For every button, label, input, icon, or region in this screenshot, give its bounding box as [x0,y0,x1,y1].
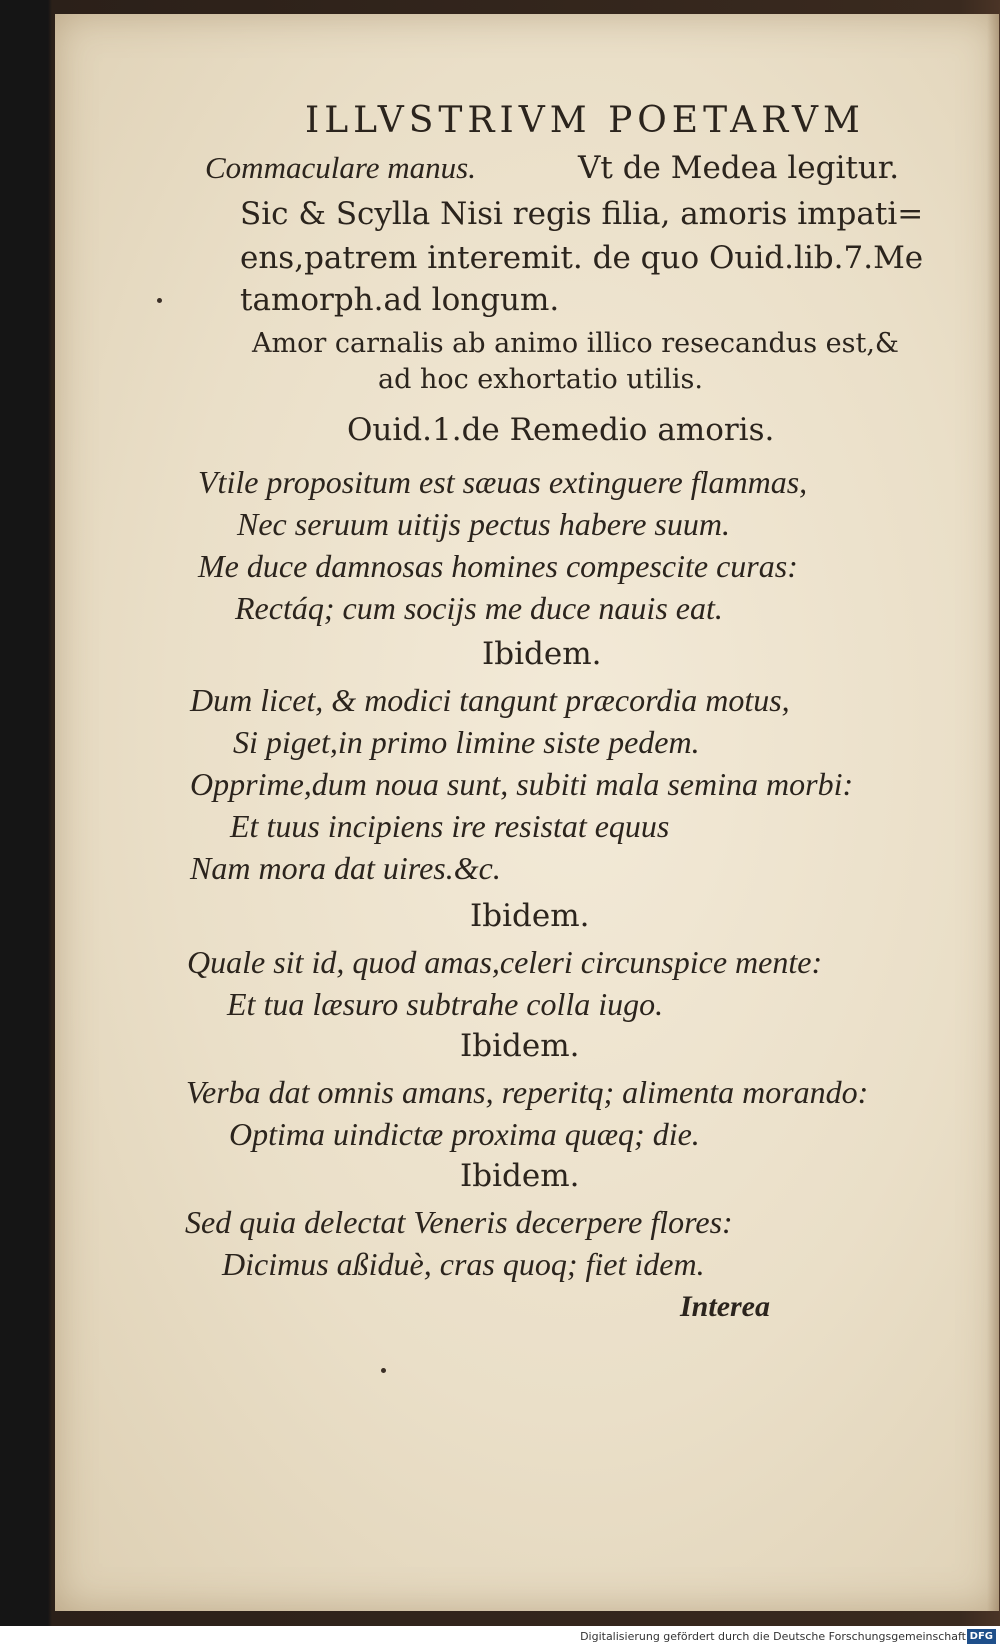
stanza4-line-1: Verba dat omnis amans, reperitq; alimenta morando: [186,1074,869,1110]
stanza2-line-2: Si piget,in primo limine siste pedem. [233,724,700,760]
intro-line-1-right: Vt de Medea legitur. [578,150,900,186]
page-edge-shadow [987,14,999,1611]
digitization-footer [0,1626,1000,1648]
catchword: Interea [680,1290,770,1323]
stanza2-line-5: Nam mora dat uires.&c. [190,850,501,886]
stanza3-line-1: Quale sit id, quod amas,celeri circunspice mente: [187,944,823,980]
stanza2-line-3: Opprime,dum noua sunt, subiti mala semina morbi: [190,766,854,802]
summary-line-1: Amor carnalis ab animo illico resecandus est,& [252,328,899,359]
intro-line-3: ens,patrem interemit. de quo Ouid.lib.7.Me [240,240,924,276]
margin-dot [157,298,162,303]
running-head: ILLVSTRIVM POETARVM [305,100,865,141]
stanza4-line-2: Optima uindictæ proxima quæq; die. [229,1116,700,1152]
ibidem-heading-4: Ibidem. [460,1158,580,1194]
stanza5-line-2: Dicimus aßiduè, cras quoq; fiet idem. [222,1246,705,1282]
dfg-logo: DFG [967,1629,996,1644]
intro-line-2: Sic & Scylla Nisi regis filia, amoris impati= [240,196,924,232]
stanza2-line-4: Et tuus incipiens ire resistat equus [230,808,670,844]
stanza2-line-1: Dum licet, & modici tangunt præcordia motus, [190,682,790,718]
stanza1-line-3: Me duce damnosas homines compescite curas: [198,548,798,584]
book-page [55,14,999,1611]
stanza3-line-2: Et tua læsuro subtrahe colla iugo. [227,986,664,1022]
stanza1-line-2: Nec seruum uitijs pectus habere suum. [237,506,730,542]
intro-line-4: tamorph.ad longum. [240,282,560,318]
stanza5-line-1: Sed quia delectat Veneris decerpere flores: [185,1204,733,1240]
stanza1-line-1: Vtile propositum est sæuas extinguere flammas, [198,464,808,500]
ibidem-heading-1: Ibidem. [482,636,602,672]
funding-notice: Digitalisierung gefördert durch die Deutsche Forschungsgemeinschaft [580,1630,966,1643]
ibidem-heading-3: Ibidem. [460,1028,580,1064]
intro-line-1-left: Commaculare manus. [205,150,476,185]
summary-line-2: ad hoc exhortatio utilis. [378,364,703,395]
margin-dot [381,1368,386,1373]
source-heading: Ouid.1.de Remedio amoris. [347,412,775,448]
stanza1-line-4: Rectáq; cum socijs me duce nauis eat. [235,590,723,626]
ibidem-heading-2: Ibidem. [470,898,590,934]
